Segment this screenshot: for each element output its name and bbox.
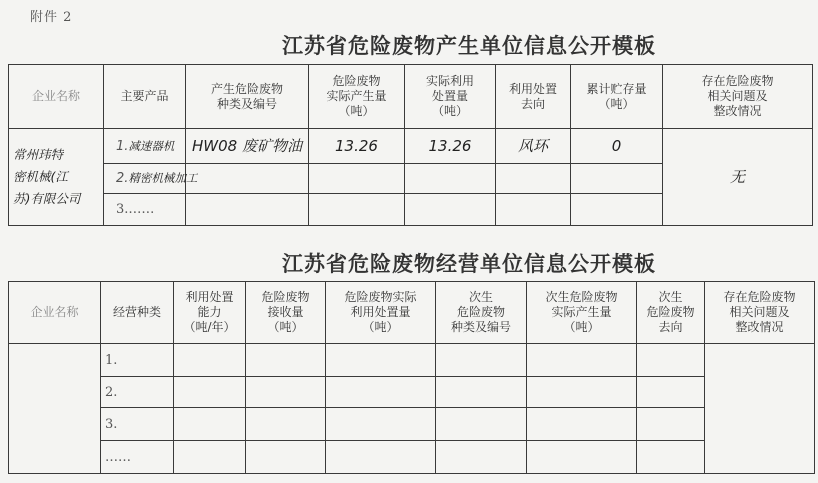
destination-value: 风环 bbox=[496, 129, 571, 164]
empty-cell bbox=[436, 408, 527, 441]
empty-cell bbox=[571, 164, 663, 194]
header-company: 企业名称 bbox=[9, 65, 104, 129]
header-destination: 利用处置 去向 bbox=[496, 65, 571, 129]
header-waste-type: 产生危险废物 种类及编号 bbox=[186, 65, 309, 129]
header-disposed: 实际利用 处置量 （吨） bbox=[405, 65, 496, 129]
empty-cell bbox=[326, 408, 436, 441]
empty-cell bbox=[405, 164, 496, 194]
stored-value: 0 bbox=[571, 129, 663, 164]
row-number: 3. bbox=[101, 408, 174, 441]
waste-type-value: HW08 废矿物油 bbox=[186, 129, 309, 164]
header-secondary-produced: 次生危险废物 实际产生量 （吨） bbox=[527, 282, 637, 344]
empty-cell bbox=[309, 194, 405, 226]
row-number: …… bbox=[101, 441, 174, 474]
empty-cell bbox=[246, 441, 326, 474]
issues-cell bbox=[705, 344, 815, 474]
empty-cell bbox=[571, 194, 663, 226]
table2-title: 江苏省危险废物经营单位信息公开模板 bbox=[282, 251, 656, 276]
header-disposed: 危险废物实际 利用处置量 （吨） bbox=[326, 282, 436, 344]
empty-cell bbox=[436, 377, 527, 408]
empty-cell bbox=[637, 377, 705, 408]
product-row: 2.精密机械加工 bbox=[104, 164, 186, 194]
header-stored: 累计贮存量 （吨） bbox=[571, 65, 663, 129]
empty-cell bbox=[496, 194, 571, 226]
attachment-label: 附件 2 bbox=[30, 10, 73, 25]
empty-cell bbox=[174, 377, 246, 408]
disposed-value: 13.26 bbox=[405, 129, 496, 164]
issues-value: 无 bbox=[663, 129, 813, 226]
header-secondary-destination: 次生 危险废物 去向 bbox=[637, 282, 705, 344]
header-received: 危险废物 接收量 （吨） bbox=[246, 282, 326, 344]
producer-info-table bbox=[8, 64, 813, 226]
header-secondary-type: 次生 危险废物 种类及编号 bbox=[436, 282, 527, 344]
empty-cell bbox=[637, 408, 705, 441]
empty-cell bbox=[527, 441, 637, 474]
product-row: 1.减速器机 bbox=[104, 129, 186, 164]
header-business-type: 经营种类 bbox=[101, 282, 174, 344]
header-products: 主要产品 bbox=[104, 65, 186, 129]
empty-cell bbox=[246, 377, 326, 408]
operator-info-table bbox=[8, 281, 815, 474]
empty-cell bbox=[637, 441, 705, 474]
empty-cell bbox=[246, 408, 326, 441]
produced-value: 13.26 bbox=[309, 129, 405, 164]
empty-cell bbox=[326, 377, 436, 408]
header-issues: 存在危险废物 相关问题及 整改情况 bbox=[705, 282, 815, 344]
company-name: 常州玮特 密机械(江 苏)有限公司 bbox=[9, 129, 104, 226]
empty-cell bbox=[309, 164, 405, 194]
header-issues: 存在危险废物 相关问题及 整改情况 bbox=[663, 65, 813, 129]
empty-cell bbox=[527, 377, 637, 408]
empty-cell bbox=[527, 344, 637, 377]
product-row: 3.…… bbox=[104, 194, 186, 226]
empty-cell bbox=[186, 164, 309, 194]
table1-title: 江苏省危险废物产生单位信息公开模板 bbox=[282, 33, 656, 58]
empty-cell bbox=[436, 344, 527, 377]
header-company: 企业名称 bbox=[9, 282, 101, 344]
empty-cell bbox=[496, 164, 571, 194]
empty-cell bbox=[326, 344, 436, 377]
empty-cell bbox=[326, 441, 436, 474]
empty-cell bbox=[186, 194, 309, 226]
header-produced: 危险废物 实际产生量 （吨） bbox=[309, 65, 405, 129]
empty-cell bbox=[527, 408, 637, 441]
empty-cell bbox=[174, 344, 246, 377]
empty-cell bbox=[637, 344, 705, 377]
empty-cell bbox=[246, 344, 326, 377]
empty-cell bbox=[174, 441, 246, 474]
row-number: 2. bbox=[101, 377, 174, 408]
empty-cell bbox=[405, 194, 496, 226]
header-capacity: 利用处置 能力 （吨/年） bbox=[174, 282, 246, 344]
empty-cell bbox=[436, 441, 527, 474]
empty-cell bbox=[174, 408, 246, 441]
row-number: 1. bbox=[101, 344, 174, 377]
company-cell bbox=[9, 344, 101, 474]
